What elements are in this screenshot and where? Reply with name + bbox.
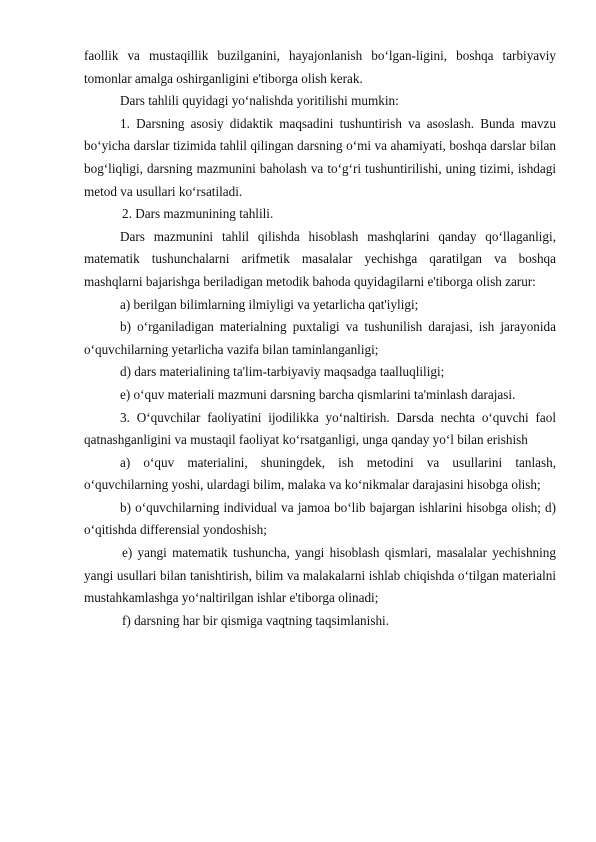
paragraph-subitem-e: e) o‘quv materiali mazmuni darsning barcha qismlarini ta'minlash darajasi. — [120, 386, 516, 402]
paragraph-item-3-a: a) o‘quv materialini, shuningdek, ish metodini va usullarini tanlash, o‘quvchilarning yoshi, ulardagi bilim, malaka va ko‘nikmalar darajasini hisobga olish; — [84, 454, 556, 493]
paragraph-analysis-directions: Dars tahlili quyidagi yo‘nalishda yoritilishi mumkin: — [120, 93, 399, 109]
paragraph-item-3-b-d: b) o‘quvchilarning individual va jamoa bo‘lib bajargan ishlarini hisobga olish; d) o‘qitishda differensial yondoshish; — [84, 499, 556, 538]
paragraph-subitem-b: b) o‘rganiladigan materialning puxtaligi va tushunilish darajasi, ish jarayonida o‘quvchilarning yetarlicha vazifa bilan taminlanganligi; — [84, 319, 556, 357]
paragraph-item-3-f: f) darsning har bir qismiga vaqtning taqsimlanishi. — [122, 612, 390, 628]
paragraph-subitem-d: d) dars materialining ta'lim-tarbiyaviy maqsadga taalluqliligi; — [120, 364, 445, 380]
paragraph-subitem-a: a) berilgan bilimlarning ilmiyligi va yetarlicha qat'iyligi; — [120, 296, 419, 312]
paragraph-content-analysis: Dars mazmunini tahlil qilishda hisoblash mashqlarini qanday qo‘llaganligi, matematik tushunchalarni arifmetik masalalar yechishga qaratilgan va boshqa mashqlarni bajarishga beriladigan metodik bahoda quyidagilarni e'tiborga olish zarur: — [84, 228, 556, 289]
paragraph-item-3-e: e) yangi matematik tushuncha, yangi hisoblash qismlari, masalalar yechishning yangi usullari bilan tanishtirish, bilim va malakalarni ishlab chiqishda o‘tilgan materialni mustahkamlashga yo‘naltirilgan ishlar e'tiborga olinadi; — [84, 545, 556, 606]
paragraph-item-2: 2. Dars mazmunining tahlili. — [122, 206, 274, 222]
paragraph-item-3: 3. O‘quvchilar faoliyatini ijodilikka yo‘naltirish. Darsda nechta o‘quvchi faol qatnashganligini va mustaqil faoliyat ko‘rsatganligi, unga qanday yo‘l bilan erishish — [84, 409, 556, 448]
document-page — [84, 45, 556, 632]
paragraph-intro-continuation: faollik va mustaqillik buzilganini, hayajonlanish bo‘lgan-ligini, boshqa tarbiyaviy tomonlar amalga oshirganligini e'tiborga olish kerak. — [84, 48, 556, 86]
paragraph-item-1: 1. Darsning asosiy didaktik maqsadini tushuntirish va asoslash. Bunda mavzu bo‘yicha darslar tizimida tahlil qilingan darsning o‘mi va ahamiyati, boshqa darslar bilan bog‘liqligi, darsning mazmunini baholash va to‘g‘ri tushuntirilishi, uning tizimi, ishdagi metod va usullari ko‘rsatiladi. — [84, 115, 556, 199]
